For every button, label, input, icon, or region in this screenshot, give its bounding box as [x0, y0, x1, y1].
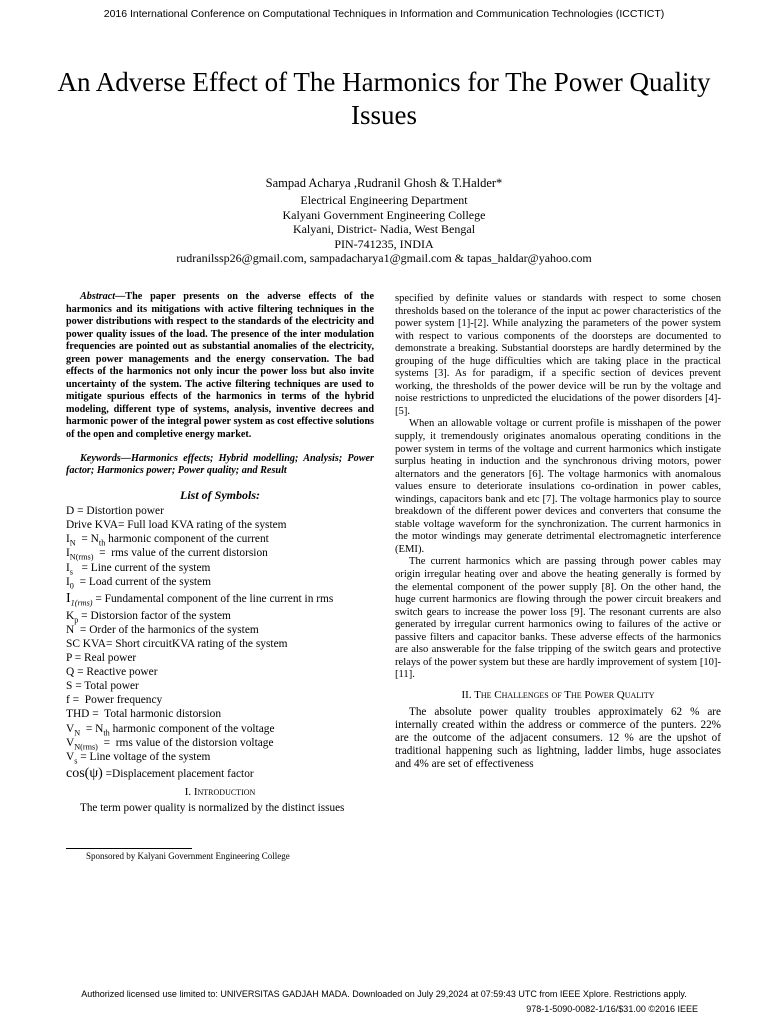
- symbol-description: = Power frequency: [69, 694, 163, 707]
- affiliation-department: Electrical Engineering Department: [300, 193, 468, 207]
- symbol-item: [66, 504, 374, 518]
- symbol-subscript: N(rms): [69, 552, 94, 562]
- symbol-subscript: th: [98, 538, 106, 548]
- symbol-item: [66, 609, 374, 623]
- left-column: [66, 291, 374, 815]
- conference-header: 2016 International Conference on Computational Techniques in Information and Communication Technologies (ICCTICT): [103, 8, 665, 20]
- footnote-divider: [66, 848, 192, 849]
- symbol-subscript: s: [74, 755, 78, 765]
- symbol-item: [66, 532, 374, 546]
- isbn-footer: 978-1-5090-0082-1/16/$31.00 ©2016 IEEE: [526, 1004, 698, 1014]
- symbol-subscript: 1(rms): [70, 598, 93, 608]
- symbol-description-tail: harmonic component of the current: [105, 533, 269, 546]
- symbol-description: = Order of the harmonics of the system: [74, 623, 259, 636]
- symbol-name: V: [66, 750, 75, 763]
- symbol-description: = N: [75, 533, 99, 546]
- license-footer: Authorized licensed use limited to: UNIVERSITAS GADJAH MADA. Downloaded on July 29,2024 at 07:59:43 UTC from IEEE Xplore. Restrictions apply.: [81, 989, 687, 999]
- symbol-description-tail: harmonic component of the voltage: [109, 722, 275, 735]
- symbol-description: = N: [80, 722, 104, 735]
- symbol-item: [66, 722, 374, 736]
- symbol-name: I: [66, 547, 70, 560]
- symbol-name: K: [66, 609, 75, 622]
- symbol-item: [66, 546, 374, 560]
- affiliation-college: Kalyani Government Engineering College: [282, 207, 486, 222]
- symbol-description: = Fundamental component of the line current in rms: [92, 592, 334, 605]
- symbol-item: [66, 707, 374, 721]
- symbol-item: [66, 575, 374, 589]
- symbol-description: = Line voltage of the system: [77, 750, 211, 763]
- symbol-name: S: [66, 680, 73, 693]
- right-column: [395, 293, 721, 771]
- symbol-item: [66, 665, 374, 679]
- symbol-description: = Total harmonic distorsion: [89, 708, 222, 721]
- symbol-subscript: th: [103, 727, 110, 737]
- symbol-subscript: p: [74, 615, 79, 625]
- paragraph-2: When an allowable voltage or current profile is misshapen of the power supply, it tremendously originates anomalous operating conditions in the power system in terms of the voltage and current harmonics which instigate surplus heating in induction and the synchronous driving motors, power alternators and the generators [6]. The voltage harmonics with anomalous values ensure to deteriorate insulations co-ordination in power cables, windings, capacitors bank and etc [7]. The voltage harmonics play to source breakdown of the different power devices and converters that consume the stable voltage waveform for the synchronization. The current harmonics in the motor windings may generate detrimental electromagnetic interference (EMI).: [395, 418, 721, 555]
- symbol-name: I: [66, 575, 70, 588]
- symbol-name: N: [66, 623, 75, 636]
- symbol-name: cos(ψ): [66, 765, 103, 781]
- paragraph-4: The absolute power quality troubles approximately 62 % are internally created within the address or commerce of the punters. 22% are the outcome of the adjacent consumers. 12 % are the upshot of traditional happening such as lightning, ladder limbs, huge associates and 4% are set of effectiveness: [395, 705, 721, 770]
- abstract: [66, 291, 374, 442]
- paragraph-1: specified by definite values or standards with respect to some chosen thresholds based on the tolerance of the input ac power characteristics of the power system [1]-[2]. While analyzing the parameters of the power system with respect to various components of the doorsteps are documented to demonstrate a breaking. Substantial doorsteps are hardly determined by the grouping of the huge difficulties which are taking place in the practical systems [3]. As for paradigm, if a specific section of devices prevent working, the thresholds of the power device will be run by the voltage and noise restrictions to unpredicted the elucidations of the power disorders [4]-[5].: [395, 293, 721, 417]
- symbol-subscript: N: [74, 727, 81, 737]
- symbol-name: Drive KVA: [66, 519, 118, 532]
- keywords: Keywords—Harmonics effects; Hybrid modelling; Analysis; Power factor; Harmonics power; Power quality; and Result: [66, 452, 374, 477]
- symbol-description: =Displacement placement factor: [102, 767, 254, 780]
- symbol-name: V: [66, 722, 75, 735]
- symbol-description: = Distorsion factor of the system: [78, 609, 231, 622]
- symbol-item: [66, 679, 374, 693]
- symbol-item: [66, 750, 374, 764]
- introduction-text: The term power quality is normalized by the distinct issues: [80, 802, 345, 815]
- symbol-item: [66, 589, 374, 609]
- section-heading-introduction: I. Introduction: [184, 785, 256, 798]
- symbol-item: [66, 693, 374, 707]
- symbol-subscript: s: [69, 566, 73, 576]
- symbol-item: [66, 623, 374, 637]
- symbol-description: = Full load KVA rating of the system: [118, 519, 287, 532]
- symbol-description: = Line current of the system: [72, 561, 211, 574]
- author-list: Sampad Acharya ,Rudranil Ghosh & T.Halder*: [265, 176, 503, 190]
- symbol-name: I: [66, 533, 70, 546]
- symbol-item: [66, 637, 374, 651]
- affiliation-block: [0, 193, 768, 266]
- symbol-item: [66, 518, 374, 532]
- affiliation-pin: PIN-741235, INDIA: [334, 236, 434, 251]
- paper-title: An Adverse Effect of The Harmonics for The Power Quality Issues: [57, 67, 711, 130]
- symbol-name: f: [66, 694, 70, 707]
- symbol-name: I: [66, 561, 70, 574]
- symbol-item: [66, 561, 374, 575]
- symbol-description: = Distortion power: [74, 505, 164, 518]
- symbol-item: [66, 736, 374, 750]
- symbol-description: = rms value of the current distorsion: [93, 547, 268, 560]
- section-heading-challenges: II. The Challenges of The Power Quality: [461, 688, 655, 701]
- symbol-name: I: [66, 590, 71, 606]
- symbol-name: P: [66, 652, 72, 665]
- symbol-description: = Short circuitKVA rating of the system: [106, 637, 288, 650]
- affiliation-address: Kalyani, District- Nadia, West Bengal: [292, 222, 476, 237]
- abstract-text: —The paper presents on the adverse effects of the harmonics and its mitigations with active filtering techniques in the power distributions with respect to the standards of the electricity and power quality issues of the load. The presence of the inter modulation frequencies are pointed out as substantial anomalies of the electricity, green power managements and the energy conservation. The bad effects of the harmonics not only incur the power loss but also invite uncertainty of the system. The active filtering techniques are used to mitigate spurious effects of the harmonics in terms of the hybrid modeling, different type of systems, analysis, inventive decrees and harmonic power of the integral power system as cost effective solutions of the open and completive energy market.: [66, 291, 374, 441]
- symbol-name: SC KVA: [66, 637, 106, 650]
- abstract-label: Abstract: [80, 291, 116, 302]
- symbol-subscript: 0: [69, 580, 74, 590]
- symbol-description: = Total power: [72, 680, 139, 693]
- symbol-name: Q: [66, 666, 75, 679]
- symbol-item: [66, 651, 374, 665]
- symbol-description: = rms value of the distorsion voltage: [97, 736, 274, 749]
- symbol-name: D: [66, 505, 75, 518]
- symbol-item: [66, 764, 374, 784]
- symbols-title: List of Symbols:: [180, 487, 260, 502]
- symbol-subscript: N(rms): [74, 741, 98, 751]
- sponsor-footnote: Sponsored by Kalyani Government Engineering College: [86, 851, 290, 861]
- symbol-list: [66, 504, 374, 784]
- symbol-description: = Load current of the system: [73, 575, 211, 588]
- symbol-subscript: N: [69, 538, 76, 548]
- author-emails: rudranilssp26@gmail.com, sampadacharya1@gmail.com & tapas_haldar@yahoo.com: [176, 251, 592, 266]
- symbol-name: THD: [66, 708, 90, 721]
- symbol-description: = Real power: [71, 652, 137, 665]
- paragraph-3: The current harmonics which are passing through power cables may origin irregular heating over and above the heating generally is formed by the elemental component of the power supply [8]. On the other hand, the huge current harmonics are flowing through the power circuit breakers and switch gears to increase the power loss [9]. The resonant currents are also generated by irregular current harmonics owing to failures of the active or passive filters and capacitor banks. These adverse effects of the harmonics are also answerable for the false tripping of the switch gears and protective relays of the power system but these are hardly improvement of system [10]-[11].: [395, 556, 721, 681]
- symbol-description: = Reactive power: [74, 666, 158, 679]
- symbol-name: V: [66, 736, 75, 749]
